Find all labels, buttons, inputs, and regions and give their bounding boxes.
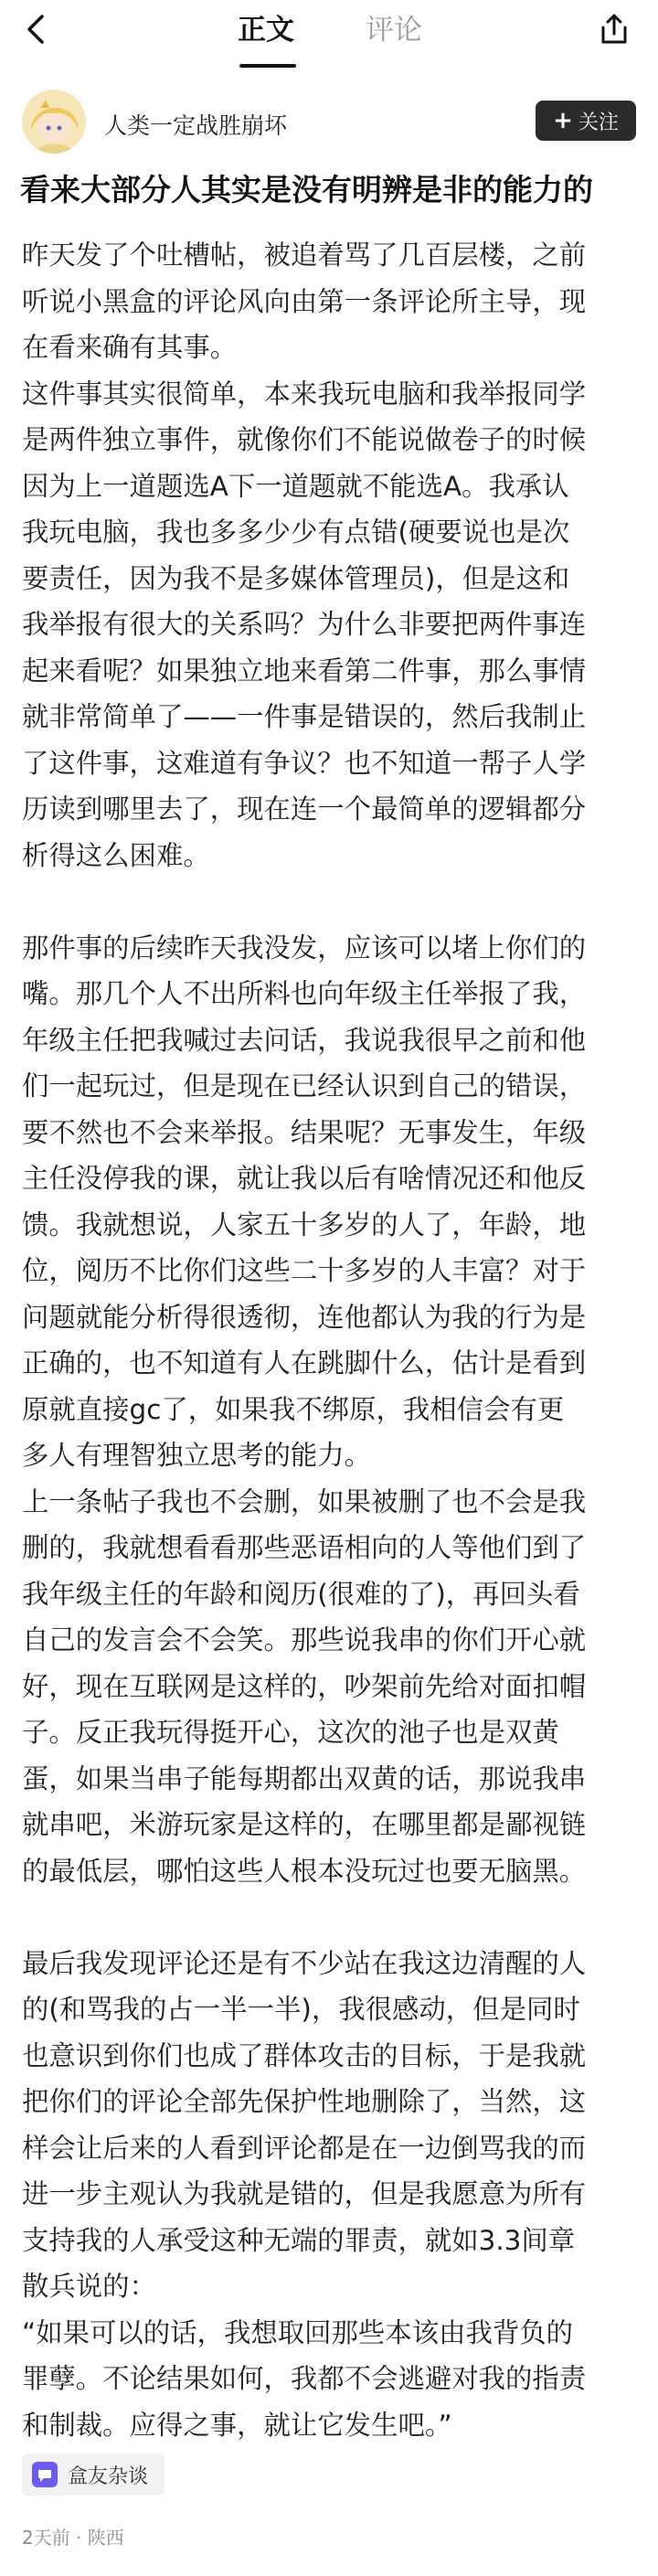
paragraph-gap [22,1894,640,1941]
body-text-line: 问题就能分析得很透彻，连他都认为我的行为是 [22,1301,587,1333]
body-text-line: 支持我的人承受这种无端的罪责，就如3.3间章 [22,2224,576,2256]
body-text-line: 了这件事，这难道有争议？也不知道一帮子人学 [22,747,587,779]
topic-tag-label: 盒友杂谈 [68,2464,149,2488]
body-text-line: 罪孽。不论结果如何，我都不会逃避对我的指责 [22,2363,587,2394]
body-text-line: 蛋，如果当串子能每期都出双黄的话，那说我串 [22,1762,587,1794]
body-text-line: 把你们的评论全部先保护性地删除了，当然，这 [22,2086,587,2117]
body-text-line: 删的，我就想看看那些恶语相向的人等他们到了 [22,1532,587,1563]
author-name[interactable]: 人类一定战胜崩坏 [104,112,288,139]
body-text-line: 那件事的后续昨天我没发，应该可以堵上你们的 [22,931,587,963]
body-text-line: 好，现在互联网是这样的，吵架前先给对面扣帽 [22,1670,587,1702]
body-text-line: 原就直接gc了，如果我不绑原，我相信会有更 [22,1393,565,1425]
body-text-line: 多人有理智独立思考的能力。 [22,1440,372,1471]
body-text-line: 进一步主观认为我就是错的，但是我愿意为所有 [22,2178,587,2209]
body-text-line: 在看来确有其事。 [22,332,238,363]
tab-comments[interactable]: 评论 [366,14,422,47]
body-text-line: 我举报有很大的关系吗？为什么非要把两件事连 [22,609,587,640]
back-arrow-icon[interactable] [20,13,53,46]
body-text-line: 起来看呢？如果独立地来看第二件事，那么事情 [22,655,587,687]
body-text-line: 要责任，因为我不是多媒体管理员)，但是这和 [22,562,570,594]
topic-tag[interactable] [22,2454,164,2496]
plus-icon: + [553,107,573,134]
body-text-line: 是两件独立事件，就像你们不能说做卷子的时候 [22,424,587,455]
body-text-line: 就串吧，米游玩家是这样的，在哪里都是鄙视链 [22,1809,587,1840]
body-text-line: 主任没停我的课，就让我以后有啥情况还和他反 [22,1163,587,1194]
body-text-line: 馈。我就想说，人家五十多岁的人了，年龄，地 [22,1208,587,1240]
body-text-line: 就非常简单了——一件事是错误的，然后我制止 [22,701,587,732]
follow-label: 关注 [578,111,619,134]
body-text-line: 自己的发言会不会笑。那些说我串的你们开心就 [22,1624,587,1655]
avatar[interactable] [22,90,86,154]
body-text-line: 因为上一道题选A下一道题就不能选A。我承认 [22,470,569,502]
tab-article[interactable]: 正文 [238,14,294,47]
body-text-line: 样会让后来的人看到评论都是在一边倒骂我的而 [22,2132,587,2164]
share-icon[interactable] [596,11,632,48]
body-text-line: 我年级主任的年龄和阅历(很难的了)，再回头看 [22,1578,580,1610]
body-text-line: 散兵说的： [22,2271,156,2302]
body-text-line: 也意识到你们也成了群体攻击的目标，于是我就 [22,2039,587,2071]
body-text-line: 要不然也不会来举报。结果呢？无事发生，年级 [22,1116,587,1148]
body-text-line: 位，阅历不比你们这些二十多岁的人丰富？对于 [22,1255,587,1286]
body-text-line: 历读到哪里去了，现在连一个最简单的逻辑都分 [22,793,587,825]
paragraph-gap [22,878,640,925]
chat-bubble-icon [31,2461,58,2488]
body-text-line: 昨天发了个吐槽帖，被追着骂了几百层楼，之前 [22,240,587,271]
body-text-line: “如果可以的话，我想取回那些本该由我背负的 [22,2316,574,2348]
body-text-line: 嘴。那几个人不出所料也向年级主任举报了我， [22,978,587,1009]
body-text-line: 年级主任把我喊过去问话，我说我很早之前和他 [22,1024,587,1056]
body-text-line: 们一起玩过，但是现在已经认识到自己的错误， [22,1070,587,1102]
body-text-line: 听说小黑盒的评论风向由第一条评论所主导，现 [22,285,587,317]
body-text-line: 最后我发现评论还是有不少站在我这边清醒的人 [22,1947,587,1979]
body-text-line: 的最低层，哪怕这些人根本没玩过也要无脑黑。 [22,1855,587,1887]
follow-button[interactable] [536,101,636,141]
body-text-line: 析得这么困难。 [22,839,210,871]
body-text-line: 和制裁。应得之事，就让它发生吧。” [22,2409,452,2441]
body-text-line: 这件事其实很简单，本来我玩电脑和我举报同学 [22,378,587,410]
body-text-line: 我玩电脑，我也多多少少有点错(硬要说也是次 [22,516,570,548]
author-row [0,90,658,157]
post-body [22,232,640,2448]
top-nav-bar [0,0,658,71]
body-text-line: 上一条帖子我也不会删，如果被删了也不会是我 [22,1485,587,1517]
body-text-line: 子。反正我玩得挺开心，这次的池子也是双黄 [22,1717,559,1748]
body-text-line: 正确的，也不知道有人在跳脚什么，估计是看到 [22,1347,587,1378]
post-meta: 2天前 · 陕西 [22,2527,124,2549]
active-tab-indicator [239,64,296,68]
post-title: 看来大部分人其实是没有明辨是非的能力的 [20,172,593,208]
body-text-line: 的(和骂我的占一半一半)，我很感动，但是同时 [22,1994,580,2025]
